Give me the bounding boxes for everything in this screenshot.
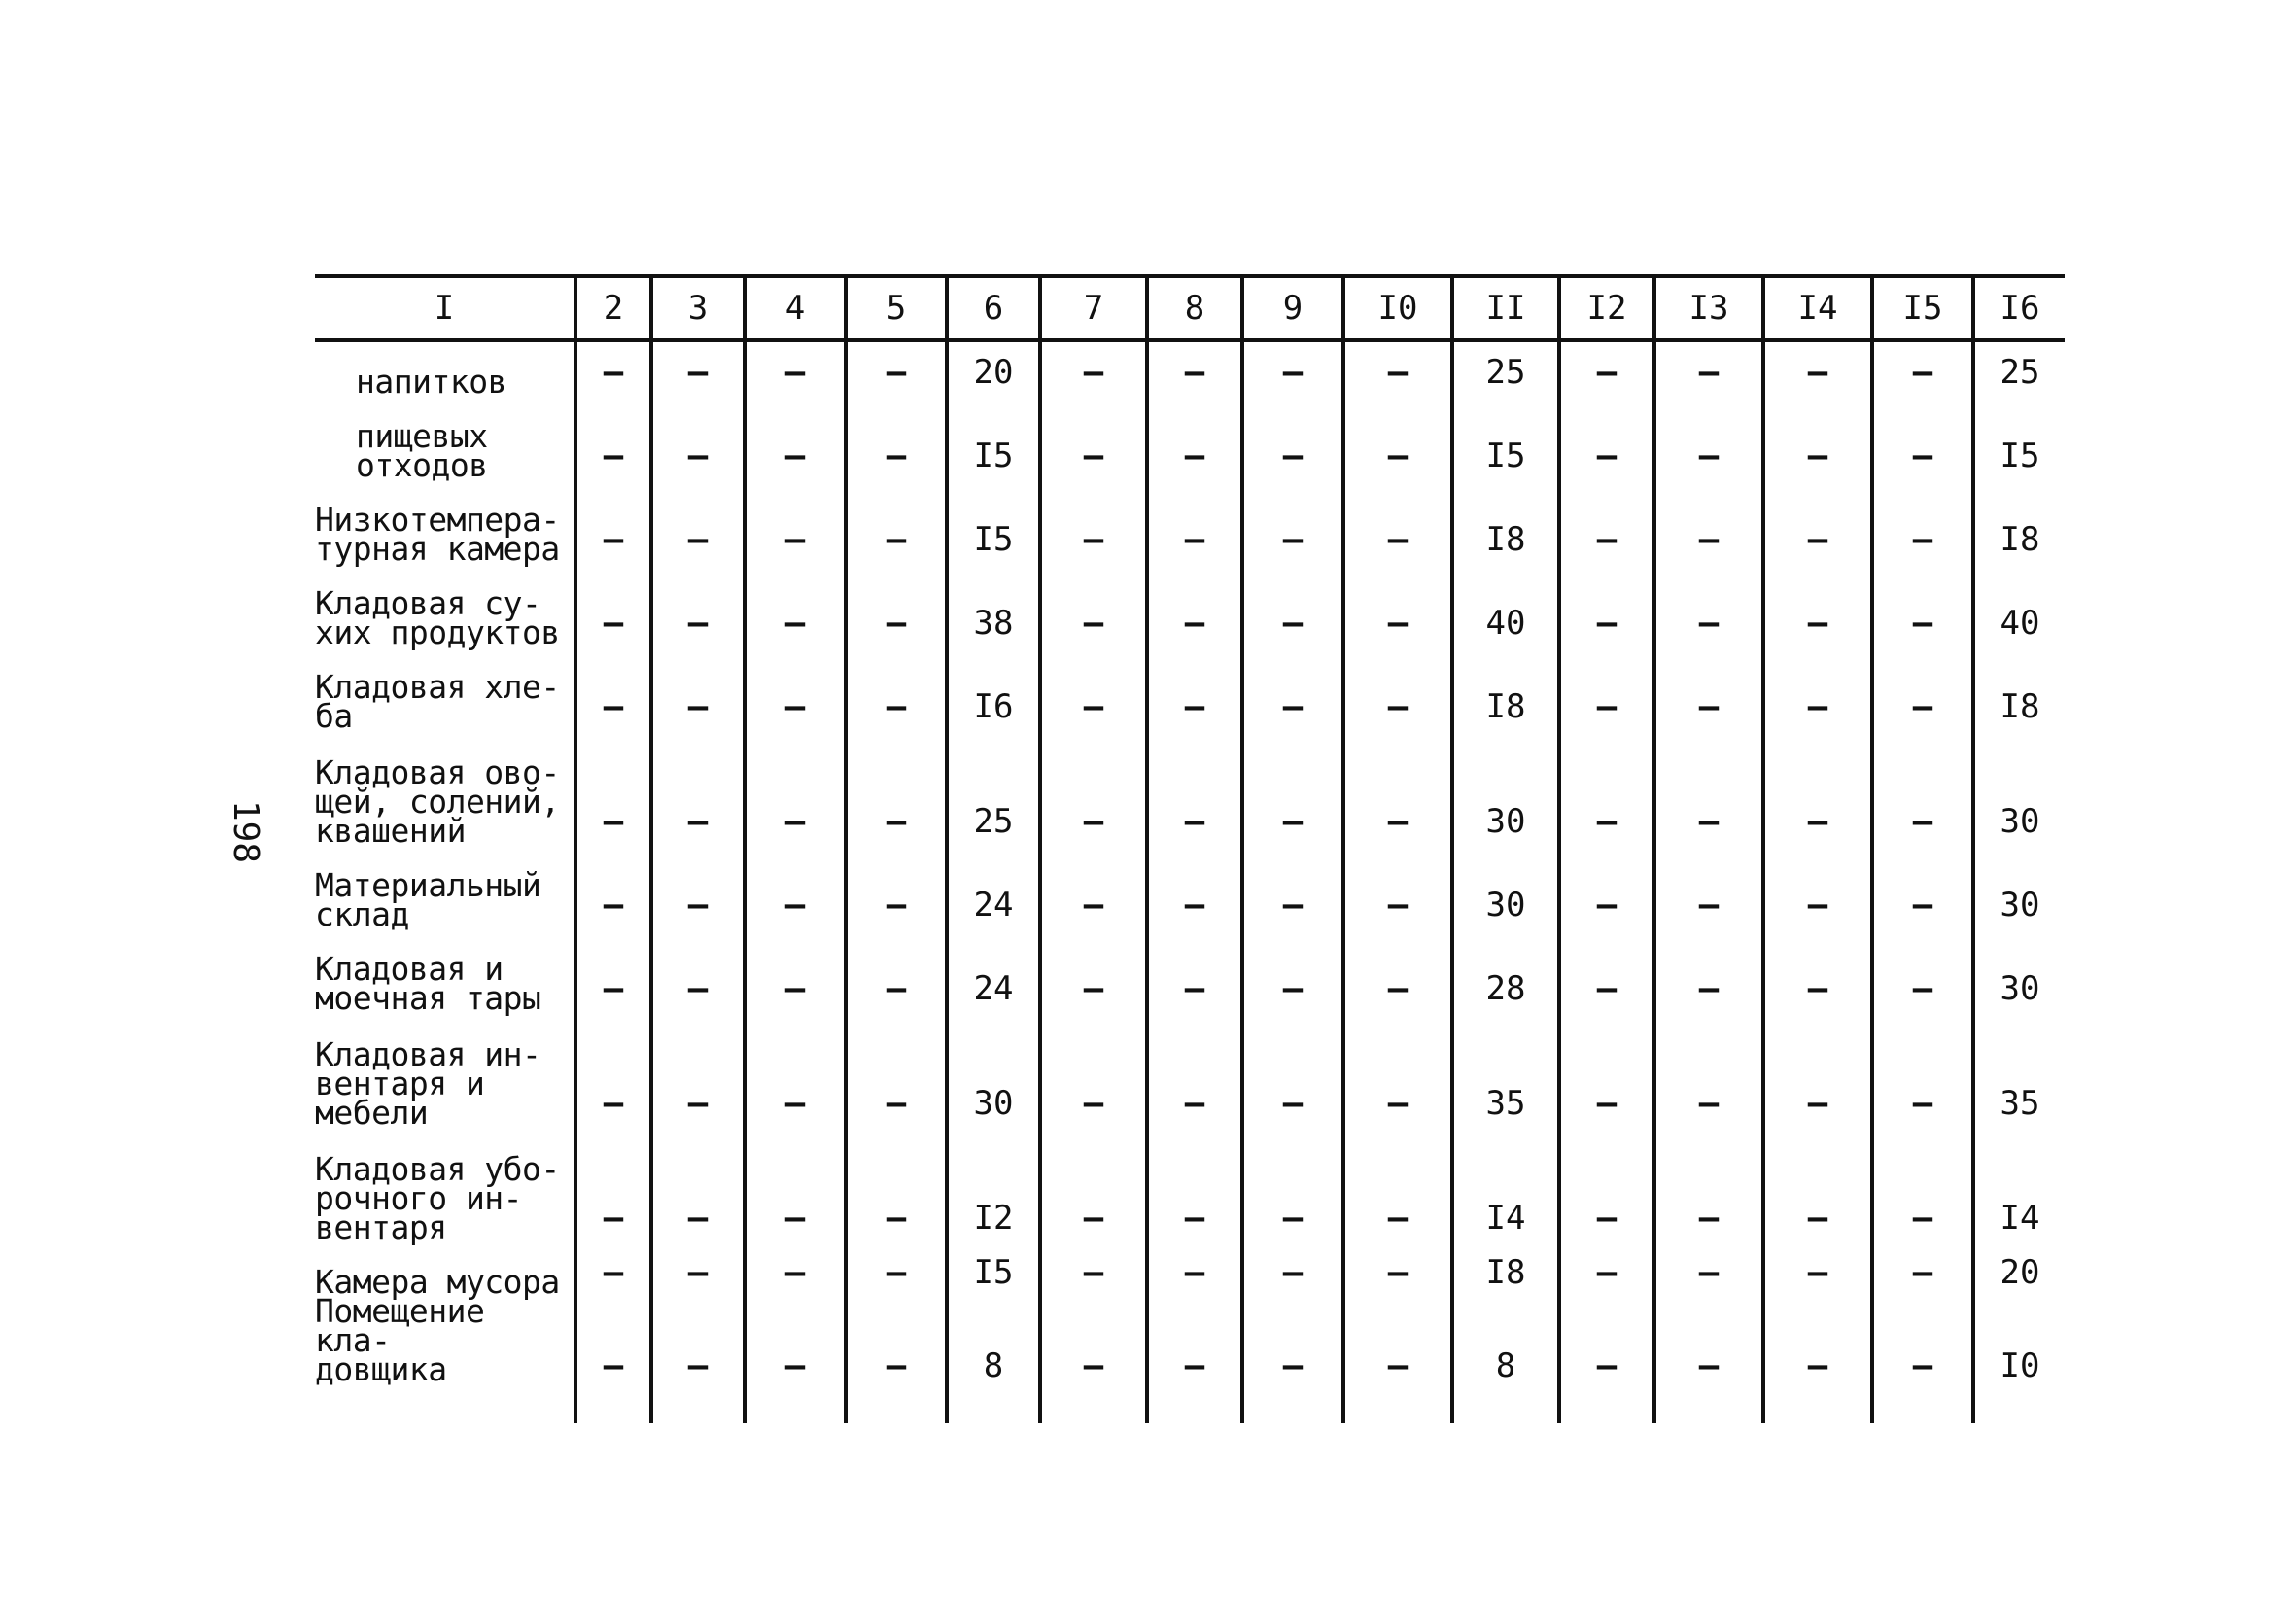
table-cell: – bbox=[1040, 1297, 1147, 1423]
table-cell: – bbox=[651, 846, 745, 929]
table-cell: – bbox=[1040, 340, 1147, 397]
table-cell: – bbox=[1654, 1242, 1763, 1297]
table-row bbox=[315, 929, 2065, 1013]
table-cell: – bbox=[745, 480, 846, 564]
row-label: Материальный склад bbox=[315, 866, 541, 933]
table-cell: – bbox=[1242, 1242, 1343, 1297]
table-cell: – bbox=[846, 1013, 947, 1128]
table-cell: – bbox=[1654, 929, 1763, 1013]
table-cell: – bbox=[1040, 480, 1147, 564]
table-cell: – bbox=[1242, 397, 1343, 480]
table-cell: – bbox=[745, 564, 846, 647]
row-label: Кладовая убо- рочного ин- вентаря bbox=[315, 1150, 560, 1246]
table-row bbox=[315, 1242, 2065, 1297]
table-cell: – bbox=[1343, 564, 1452, 647]
row-label: Кладовая и моечная тары bbox=[315, 950, 541, 1017]
table-cell: 24 bbox=[947, 846, 1040, 929]
table-row bbox=[315, 846, 2065, 929]
table-cell: – bbox=[846, 1297, 947, 1423]
column-header: I6 bbox=[1973, 276, 2065, 340]
table-cell: I8 bbox=[1452, 480, 1559, 564]
table-cell: 30 bbox=[1973, 929, 2065, 1013]
column-header: 2 bbox=[575, 276, 651, 340]
table-cell: – bbox=[1343, 731, 1452, 846]
table-cell: – bbox=[1559, 647, 1654, 731]
row-label: напитков bbox=[356, 363, 506, 401]
table-cell: – bbox=[575, 731, 651, 846]
table-cell: – bbox=[1147, 731, 1242, 846]
table-body bbox=[315, 340, 2065, 1423]
table-cell: – bbox=[1343, 1297, 1452, 1423]
column-header: 9 bbox=[1242, 276, 1343, 340]
table-cell: – bbox=[1763, 397, 1872, 480]
table-cell: – bbox=[1147, 340, 1242, 397]
data-table bbox=[315, 274, 2065, 1423]
table-cell: – bbox=[1559, 1242, 1654, 1297]
table-row bbox=[315, 1013, 2065, 1128]
table-cell: – bbox=[1147, 929, 1242, 1013]
table-cell: 30 bbox=[1973, 846, 2065, 929]
table-cell: – bbox=[651, 1242, 745, 1297]
table-cell: – bbox=[1654, 397, 1763, 480]
table-cell: – bbox=[651, 564, 745, 647]
table-cell: 30 bbox=[1452, 731, 1559, 846]
table-cell: – bbox=[1242, 647, 1343, 731]
column-header: I4 bbox=[1763, 276, 1872, 340]
table-cell: – bbox=[1654, 480, 1763, 564]
table-cell: – bbox=[846, 480, 947, 564]
table-cell: – bbox=[1040, 647, 1147, 731]
table-cell: – bbox=[1763, 929, 1872, 1013]
table-cell: I8 bbox=[1452, 1242, 1559, 1297]
table-cell: – bbox=[1763, 647, 1872, 731]
table-cell: 24 bbox=[947, 929, 1040, 1013]
table-cell: – bbox=[1763, 1297, 1872, 1423]
table-cell: – bbox=[1559, 846, 1654, 929]
table-cell: – bbox=[1559, 564, 1654, 647]
table-cell: – bbox=[1343, 1242, 1452, 1297]
table-row bbox=[315, 340, 2065, 397]
column-header: II bbox=[1452, 276, 1559, 340]
table-cell: – bbox=[1872, 564, 1973, 647]
table-cell: – bbox=[1872, 1013, 1973, 1128]
table-cell: – bbox=[846, 731, 947, 846]
table-cell: – bbox=[846, 929, 947, 1013]
table-row bbox=[315, 397, 2065, 480]
table-row bbox=[315, 480, 2065, 564]
table-cell: – bbox=[1242, 846, 1343, 929]
table-cell: – bbox=[1147, 397, 1242, 480]
table-cell: 25 bbox=[947, 731, 1040, 846]
table-cell: 20 bbox=[947, 340, 1040, 397]
table-cell: – bbox=[1242, 564, 1343, 647]
table-cell: I8 bbox=[1452, 647, 1559, 731]
table-cell: – bbox=[575, 340, 651, 397]
table-cell: – bbox=[1242, 731, 1343, 846]
table-cell: – bbox=[575, 1297, 651, 1423]
table-cell: – bbox=[846, 846, 947, 929]
table-cell: – bbox=[1343, 480, 1452, 564]
row-label: Кладовая ово- щей, солений, квашений bbox=[315, 753, 560, 850]
table-cell: – bbox=[1872, 340, 1973, 397]
column-header: I3 bbox=[1654, 276, 1763, 340]
table-cell: I5 bbox=[1452, 397, 1559, 480]
table-cell: – bbox=[575, 397, 651, 480]
table-cell: – bbox=[651, 1013, 745, 1128]
row-label: Кладовая хле- ба bbox=[315, 668, 560, 735]
table-cell: – bbox=[1559, 480, 1654, 564]
table-row bbox=[315, 1297, 2065, 1423]
table-row bbox=[315, 564, 2065, 647]
table-cell: I5 bbox=[947, 397, 1040, 480]
table-cell: – bbox=[1872, 846, 1973, 929]
table-cell: – bbox=[846, 1242, 947, 1297]
column-header: I bbox=[315, 276, 575, 340]
table-cell: – bbox=[1872, 397, 1973, 480]
table-cell: I5 bbox=[947, 480, 1040, 564]
table-cell: I8 bbox=[1973, 480, 2065, 564]
table-cell: – bbox=[651, 397, 745, 480]
table-cell: – bbox=[575, 846, 651, 929]
table-cell: – bbox=[1654, 846, 1763, 929]
table-cell: I8 bbox=[1973, 647, 2065, 731]
table-cell: – bbox=[1242, 1128, 1343, 1242]
column-header: I0 bbox=[1343, 276, 1452, 340]
table-cell: – bbox=[1343, 397, 1452, 480]
table-cell: – bbox=[1763, 731, 1872, 846]
table-cell: 35 bbox=[1973, 1013, 2065, 1128]
table-cell: – bbox=[745, 1013, 846, 1128]
table-cell: – bbox=[1343, 1128, 1452, 1242]
table-cell: – bbox=[575, 1242, 651, 1297]
table-cell: I0 bbox=[1973, 1297, 2065, 1423]
table-cell: – bbox=[1654, 647, 1763, 731]
table-cell: – bbox=[745, 647, 846, 731]
table-cell: 30 bbox=[1452, 846, 1559, 929]
table-cell: – bbox=[1343, 647, 1452, 731]
table-row bbox=[315, 1128, 2065, 1242]
row-label: Помещение кла- довщика bbox=[315, 1292, 485, 1388]
column-header: I5 bbox=[1872, 276, 1973, 340]
table-cell: – bbox=[651, 1297, 745, 1423]
row-label: Низкотемпера- турная камера bbox=[315, 501, 560, 568]
table-cell: – bbox=[651, 731, 745, 846]
table-cell: 20 bbox=[1973, 1242, 2065, 1297]
table-cell: 30 bbox=[947, 1013, 1040, 1128]
table-cell: – bbox=[1763, 1128, 1872, 1242]
table-cell: 25 bbox=[1452, 340, 1559, 397]
row-label: Камера мусора bbox=[315, 1263, 560, 1301]
table-cell: – bbox=[1040, 846, 1147, 929]
header-row bbox=[315, 276, 2065, 340]
table-cell: – bbox=[1872, 647, 1973, 731]
table-cell: – bbox=[1147, 1128, 1242, 1242]
table-cell: – bbox=[1872, 929, 1973, 1013]
table-cell: – bbox=[1872, 1128, 1973, 1242]
table-cell: – bbox=[1147, 1297, 1242, 1423]
table-cell: – bbox=[575, 1128, 651, 1242]
table-cell: – bbox=[1872, 1242, 1973, 1297]
table-cell: – bbox=[745, 846, 846, 929]
table-cell: 40 bbox=[1973, 564, 2065, 647]
table-cell: – bbox=[575, 647, 651, 731]
table-cell: – bbox=[651, 929, 745, 1013]
table-row bbox=[315, 647, 2065, 731]
table-cell: – bbox=[1763, 1013, 1872, 1128]
table-cell: – bbox=[1147, 480, 1242, 564]
table-cell: I5 bbox=[1973, 397, 2065, 480]
table-cell: – bbox=[1654, 564, 1763, 647]
table-cell: – bbox=[1872, 1297, 1973, 1423]
table-cell: 38 bbox=[947, 564, 1040, 647]
table-cell: – bbox=[1040, 1128, 1147, 1242]
column-header: 7 bbox=[1040, 276, 1147, 340]
table-cell: – bbox=[1559, 397, 1654, 480]
table-cell: – bbox=[846, 1128, 947, 1242]
table-cell: – bbox=[1242, 1297, 1343, 1423]
table-cell: – bbox=[575, 564, 651, 647]
column-header: 8 bbox=[1147, 276, 1242, 340]
table-cell: 8 bbox=[1452, 1297, 1559, 1423]
table-cell: – bbox=[745, 340, 846, 397]
table-cell: – bbox=[1654, 340, 1763, 397]
table-cell: – bbox=[1040, 1013, 1147, 1128]
column-header: 3 bbox=[651, 276, 745, 340]
table-cell: I6 bbox=[947, 647, 1040, 731]
table-cell: – bbox=[1763, 846, 1872, 929]
table-cell: – bbox=[1343, 929, 1452, 1013]
table-cell: – bbox=[1559, 1297, 1654, 1423]
column-header: 5 bbox=[846, 276, 947, 340]
table-cell: – bbox=[1147, 1242, 1242, 1297]
table-cell: – bbox=[1343, 846, 1452, 929]
table-cell: 8 bbox=[947, 1297, 1040, 1423]
table-cell: – bbox=[575, 929, 651, 1013]
table-cell: – bbox=[1559, 1013, 1654, 1128]
table-cell: – bbox=[1040, 397, 1147, 480]
table-cell: 30 bbox=[1973, 731, 2065, 846]
table-cell: – bbox=[1343, 340, 1452, 397]
table-cell: – bbox=[1654, 1013, 1763, 1128]
column-header: 6 bbox=[947, 276, 1040, 340]
row-label: Кладовая су- хих продуктов bbox=[315, 584, 560, 651]
table-cell: – bbox=[745, 1242, 846, 1297]
table-cell: – bbox=[1763, 480, 1872, 564]
table-cell: 40 bbox=[1452, 564, 1559, 647]
table-cell: – bbox=[1147, 564, 1242, 647]
table-cell: I4 bbox=[1452, 1128, 1559, 1242]
table-cell: – bbox=[1147, 647, 1242, 731]
table-cell: – bbox=[745, 731, 846, 846]
table-cell: – bbox=[1559, 731, 1654, 846]
table-cell: – bbox=[846, 564, 947, 647]
row-label: Кладовая ин- вентаря и мебели bbox=[315, 1035, 541, 1132]
table-cell: – bbox=[651, 647, 745, 731]
table-cell: – bbox=[575, 1013, 651, 1128]
table-cell: – bbox=[1343, 1013, 1452, 1128]
table-cell: – bbox=[651, 480, 745, 564]
table-cell: – bbox=[1242, 929, 1343, 1013]
table-cell: – bbox=[1872, 480, 1973, 564]
table-cell: – bbox=[1654, 1128, 1763, 1242]
table-cell: – bbox=[1040, 1242, 1147, 1297]
table-cell: 35 bbox=[1452, 1013, 1559, 1128]
table-cell: 28 bbox=[1452, 929, 1559, 1013]
table-cell: – bbox=[1763, 340, 1872, 397]
table-cell: – bbox=[651, 340, 745, 397]
table-cell: – bbox=[1654, 1297, 1763, 1423]
page-number: 198 bbox=[226, 800, 265, 864]
table-cell: – bbox=[846, 340, 947, 397]
table-cell: – bbox=[1559, 340, 1654, 397]
column-header: 4 bbox=[745, 276, 846, 340]
table-cell: – bbox=[1559, 1128, 1654, 1242]
table-cell: – bbox=[1040, 929, 1147, 1013]
table-cell: – bbox=[1559, 929, 1654, 1013]
table-cell: – bbox=[1872, 731, 1973, 846]
table-cell: – bbox=[1147, 1013, 1242, 1128]
table-cell: I5 bbox=[947, 1242, 1040, 1297]
table-row bbox=[315, 731, 2065, 846]
table-cell: – bbox=[1147, 846, 1242, 929]
table-cell: I4 bbox=[1973, 1128, 2065, 1242]
table-cell: – bbox=[1763, 1242, 1872, 1297]
column-header: I2 bbox=[1559, 276, 1654, 340]
table-cell: – bbox=[1242, 340, 1343, 397]
table-cell: – bbox=[1654, 731, 1763, 846]
table-cell: – bbox=[745, 1297, 846, 1423]
table-cell: – bbox=[1040, 731, 1147, 846]
table-cell: – bbox=[1763, 564, 1872, 647]
table-cell: – bbox=[1242, 480, 1343, 564]
table-cell: – bbox=[575, 480, 651, 564]
table-cell: – bbox=[1242, 1013, 1343, 1128]
table-cell: I2 bbox=[947, 1128, 1040, 1242]
table-cell: – bbox=[846, 647, 947, 731]
table-cell: 25 bbox=[1973, 340, 2065, 397]
table-cell: – bbox=[745, 397, 846, 480]
table-cell: – bbox=[846, 397, 947, 480]
row-label: пищевых отходов bbox=[356, 417, 488, 484]
table-cell: – bbox=[745, 929, 846, 1013]
table-cell: – bbox=[1040, 564, 1147, 647]
table-cell: – bbox=[651, 1128, 745, 1242]
table-cell: – bbox=[745, 1128, 846, 1242]
